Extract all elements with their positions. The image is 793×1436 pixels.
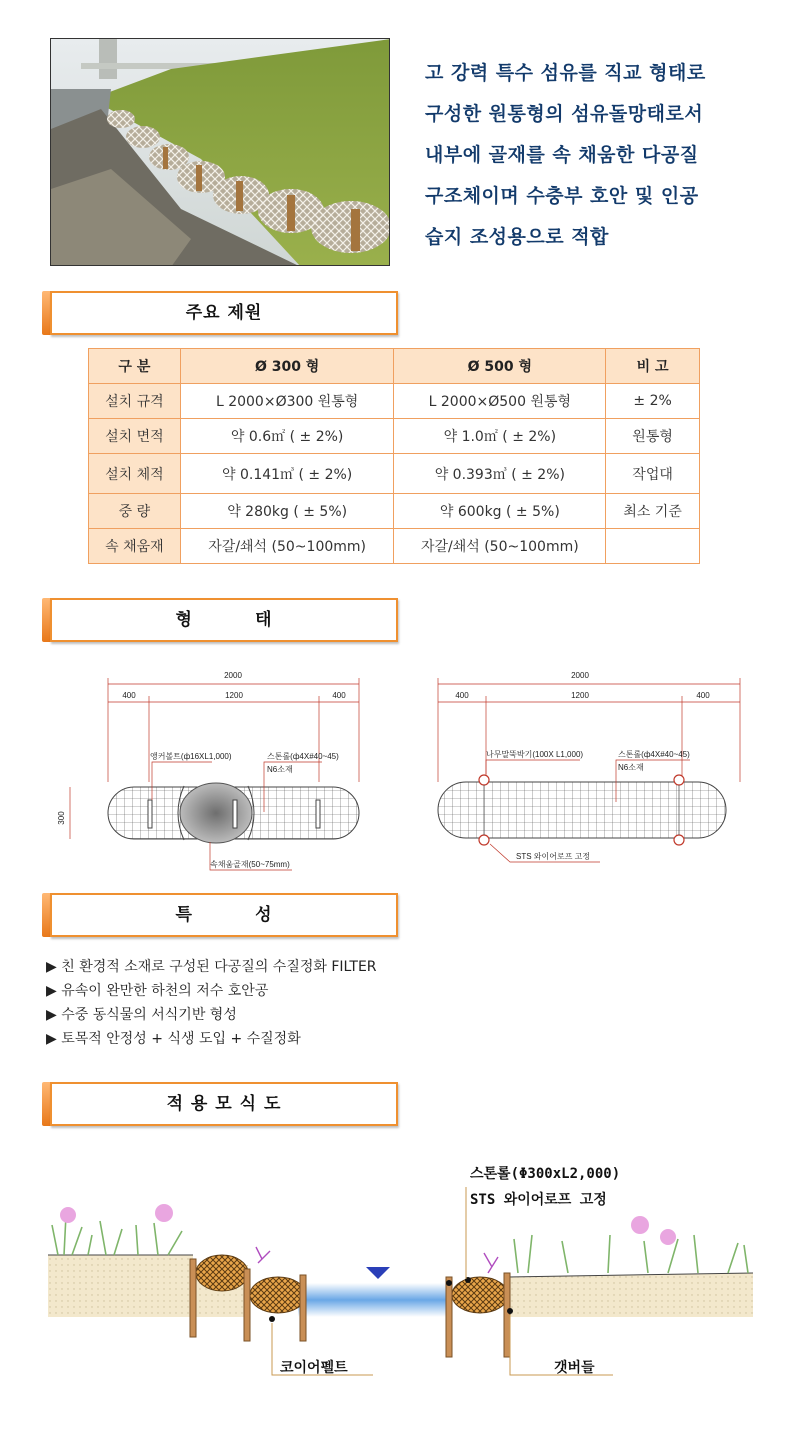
label-coir-felt: 코이어펠트 (280, 1360, 348, 1376)
dim-left: 400 (122, 691, 136, 700)
cell-500: 약 1.0㎡ ( ± 2%) (394, 419, 606, 454)
section-header-application (42, 1082, 398, 1126)
cell-500: 자갈/쇄석 (50~100mm) (394, 529, 606, 564)
cell-300: L 2000×Ø300 원통형 (180, 384, 394, 419)
section-title-shape: 형 태 (175, 610, 273, 630)
cell-300: 약 0.6㎡ ( ± 2%) (180, 419, 394, 454)
intro-line-2: 구성한 원통형의 섬유돌망태로서 (425, 103, 704, 125)
row-label: 설치 규격 (89, 384, 181, 419)
cell-500: 약 0.393㎥ ( ± 2%) (394, 454, 606, 494)
table-header-row (89, 349, 700, 384)
drawing-300 (52, 662, 392, 880)
cell-note (606, 529, 700, 564)
label-willow: 갯버들 (554, 1360, 595, 1376)
table-row (89, 494, 700, 529)
dim-middle: 1200 (225, 691, 243, 700)
section-title-features: 특 성 (175, 905, 273, 925)
label-wire-rope: STS 와이어로프 고정 (516, 852, 591, 861)
spec-table (88, 348, 700, 564)
cell-300: 약 0.141㎥ ( ± 2%) (180, 454, 394, 494)
application-schematic (48, 1155, 753, 1395)
label-anchor-bolt: 앵커볼트(ф16XL1,000) (150, 752, 232, 761)
row-label: 속 채움재 (89, 529, 181, 564)
row-label: 중 량 (89, 494, 181, 529)
feature-list (46, 957, 377, 1053)
list-item: ▶ 토목적 안정성 + 식생 도입 + 수질정화 (46, 1031, 301, 1047)
list-item: ▶ 친 환경적 소재로 구성된 다공질의 수질정화 FILTER (46, 959, 377, 975)
dim-left: 400 (455, 691, 469, 700)
label-stone-roll: 스톤롤(Φ300xL2,000) (470, 1166, 621, 1182)
label-wood-stake: 나무말뚝박기(100X L1,000) (486, 750, 584, 759)
cell-300: 약 280kg ( ± 5%) (180, 494, 394, 529)
cell-note: ± 2% (606, 384, 700, 419)
label-fill-aggregate: 속채움골재(50~75mm) (210, 860, 290, 869)
cell-300: 자갈/쇄석 (50~100mm) (180, 529, 394, 564)
table-row (89, 384, 700, 419)
dim-middle: 1200 (571, 691, 589, 700)
intro-text (425, 56, 765, 261)
dim-right: 400 (696, 691, 710, 700)
section-header-shape (42, 598, 398, 642)
dim-total: 2000 (571, 671, 589, 680)
intro-line-3: 내부에 골재를 속 채움한 다공질 (425, 144, 699, 166)
row-label: 설치 체적 (89, 454, 181, 494)
list-item: ▶ 수중 동식물의 서식기반 형성 (46, 1007, 237, 1023)
cell-note: 원통형 (606, 419, 700, 454)
section-header-features (42, 893, 398, 937)
intro-line-5: 습지 조성용으로 적합 (425, 226, 609, 248)
section-title-spec: 주요 제원 (185, 303, 263, 323)
row-label: 설치 면적 (89, 419, 181, 454)
section-header-spec (42, 291, 398, 335)
header-cell-note: 비 고 (606, 349, 700, 384)
dim-total: 2000 (224, 671, 242, 680)
intro-line-1: 고 강력 특수 섬유를 직교 형태로 (425, 62, 706, 84)
section-title-application: 적 용 모 식 도 (166, 1094, 282, 1114)
cell-500: L 2000×Ø500 원통형 (394, 384, 606, 419)
header-cell-category: 구 분 (89, 349, 181, 384)
list-item: ▶ 유속이 완만한 하천의 저수 호안공 (46, 983, 269, 999)
label-material: N6소재 (267, 765, 293, 774)
label-material: N6소재 (618, 763, 644, 772)
cell-500: 약 600kg ( ± 5%) (394, 494, 606, 529)
label-stone-roll: 스톤롤(ф4X#40~45) (267, 752, 339, 761)
installation-photo (50, 38, 390, 266)
dim-right: 400 (332, 691, 346, 700)
table-row (89, 454, 700, 494)
cell-note: 최소 기준 (606, 494, 700, 529)
header-cell-300: Ø 300 형 (180, 349, 394, 384)
table-row (89, 529, 700, 564)
drawing-500 (420, 662, 760, 880)
intro-line-4: 구조체이며 수충부 호안 및 인공 (425, 185, 699, 207)
header-cell-500: Ø 500 형 (394, 349, 606, 384)
cell-note: 작업대 (606, 454, 700, 494)
table-row (89, 419, 700, 454)
label-stone-roll: 스톤롤(ф4X#40~45) (618, 750, 690, 759)
dim-height: 300 (57, 811, 66, 825)
label-wire-rope: STS 와이어로프 고정 (470, 1192, 607, 1208)
